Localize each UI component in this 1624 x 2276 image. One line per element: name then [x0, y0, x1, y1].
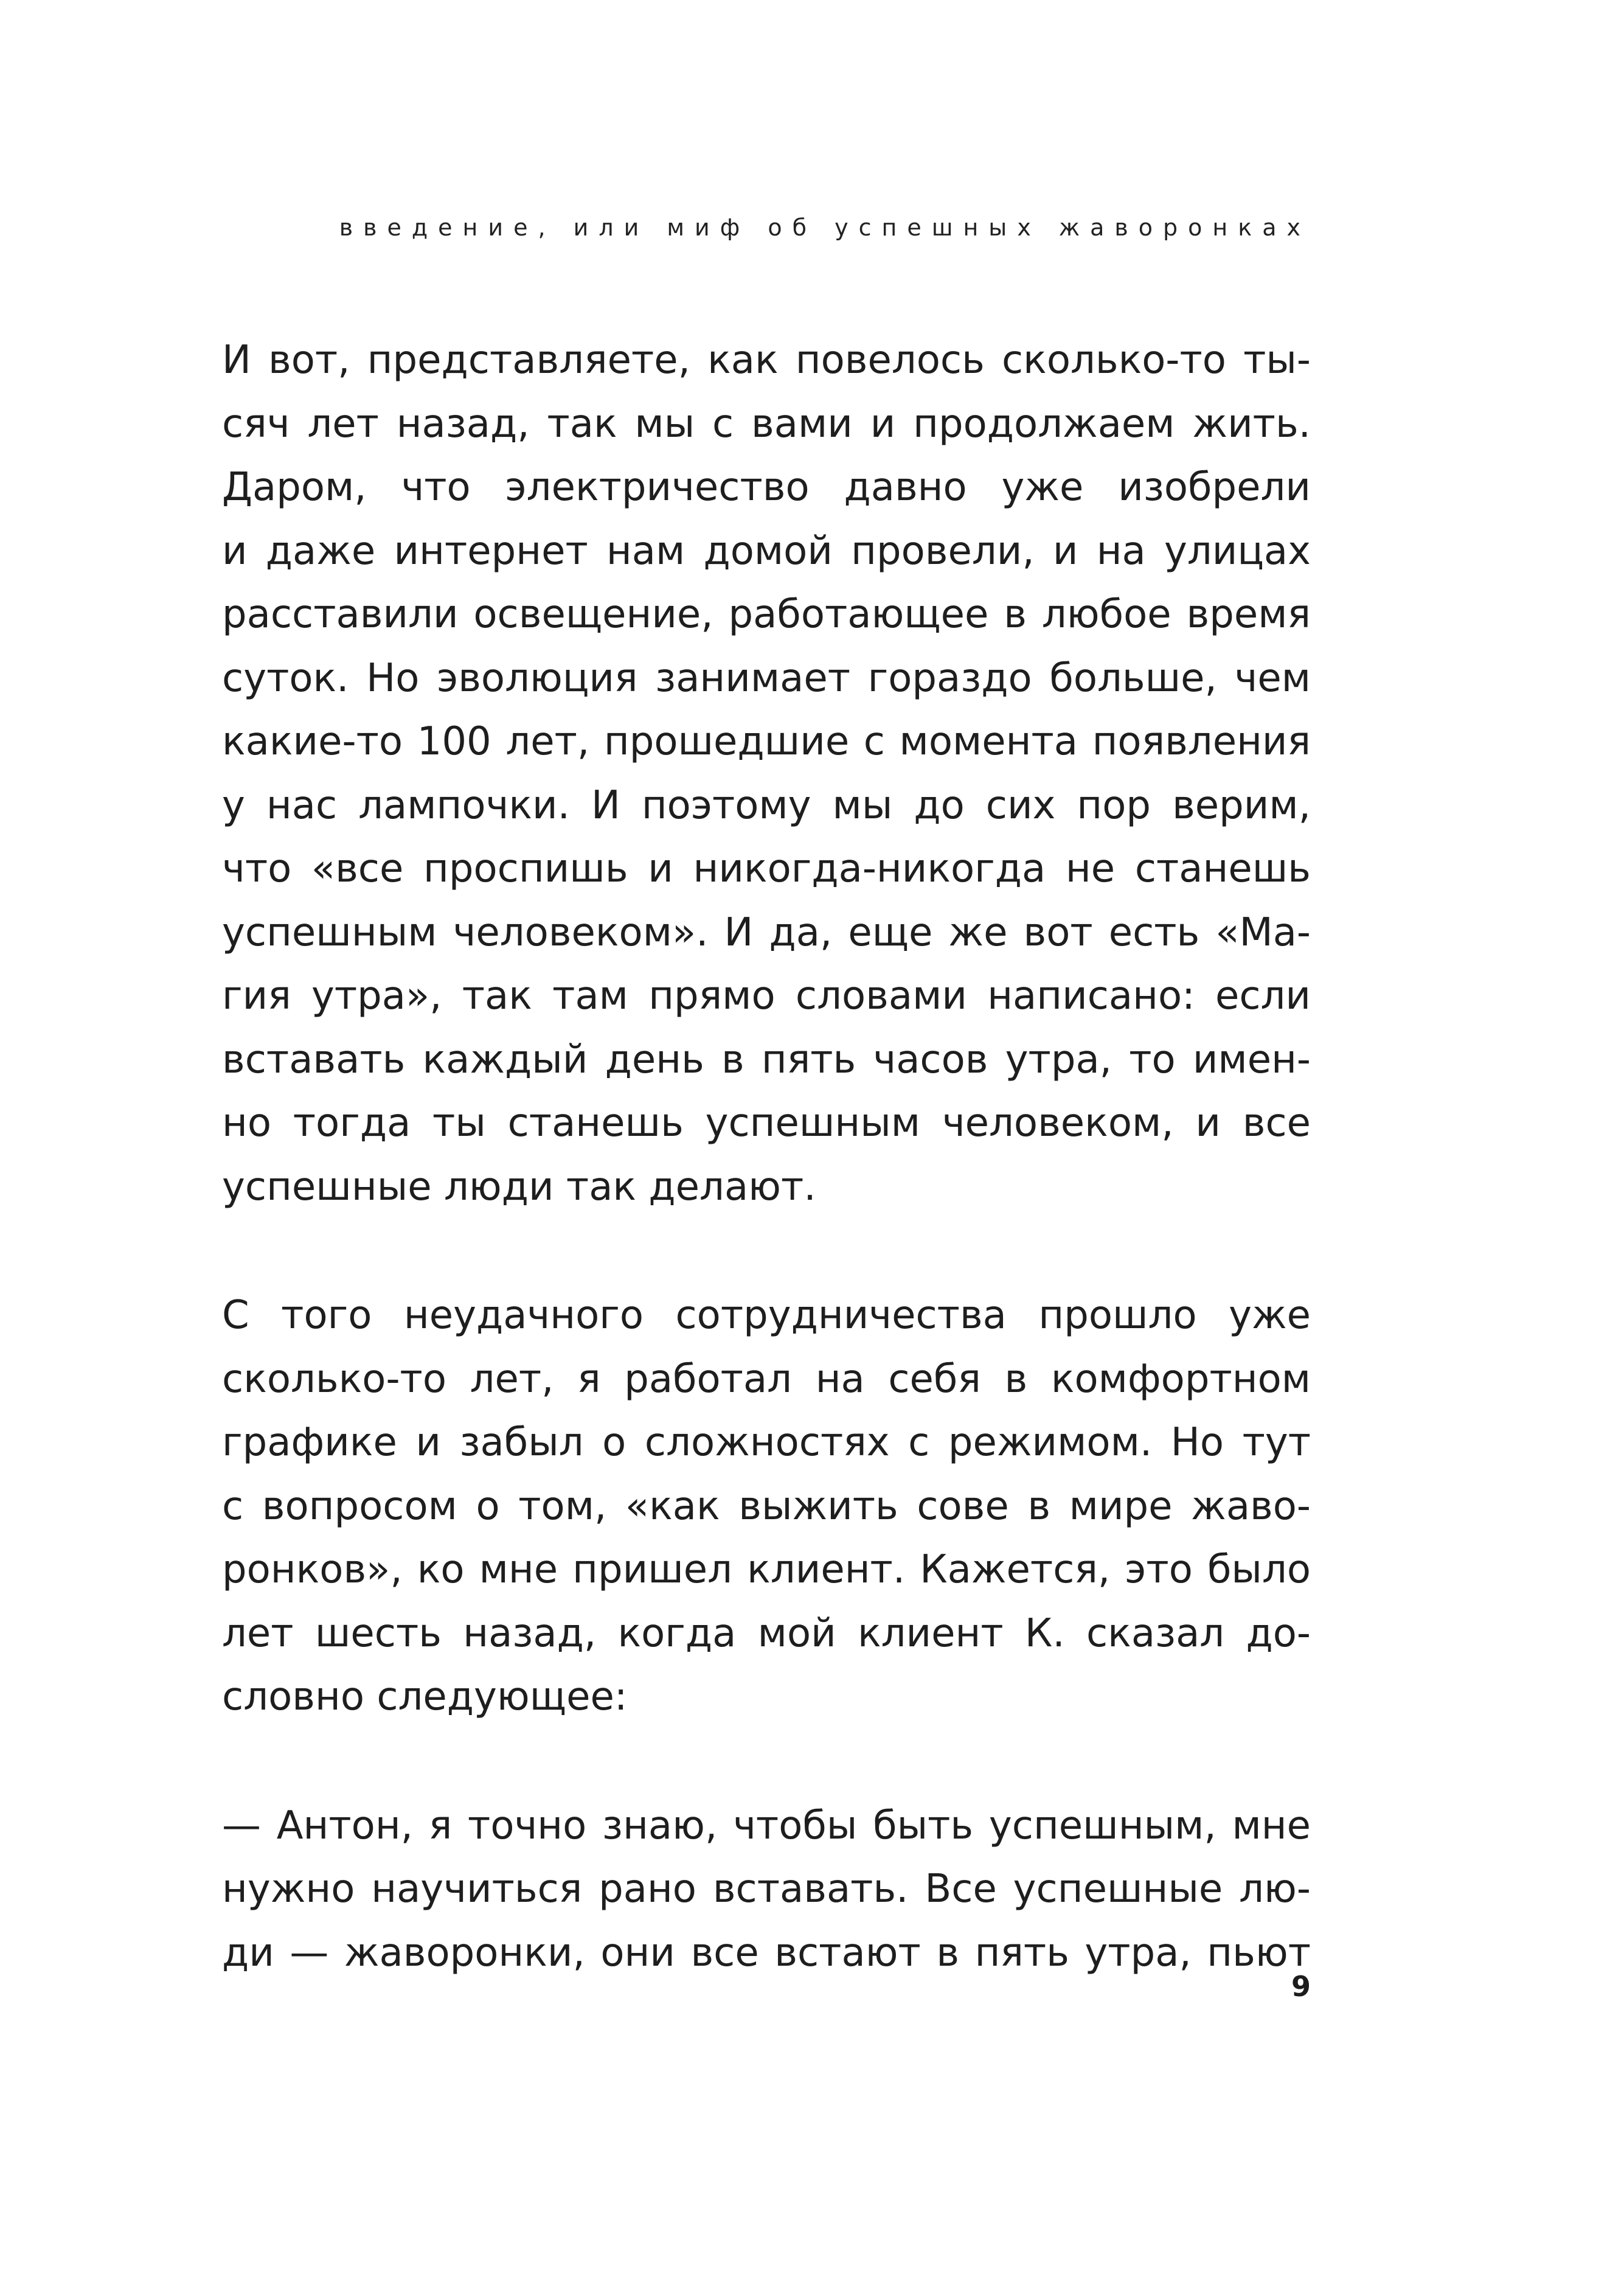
paragraph-3 [222, 1794, 1311, 1985]
page-body [222, 329, 1311, 1985]
text-line: что «все проспишь и никогда-никогда не станешь [222, 846, 1311, 891]
text-line: нужно научиться рано вставать. Все успешные лю- [222, 1867, 1311, 1912]
text-line: словно следующее: [222, 1674, 628, 1719]
text-line: гия утра», так там прямо словами написано: если [222, 973, 1311, 1018]
text-line: успешным человеком». И да, еще же вот есть «Ма- [222, 910, 1311, 955]
paragraph-gap [222, 1219, 1311, 1284]
text-line: сяч лет назад, так мы с вами и продолжаем жить. [222, 401, 1311, 447]
text-line: ронков», ко мне пришел клиент. Кажется, это было [222, 1547, 1311, 1592]
paragraph-gap [222, 1729, 1311, 1794]
text-line: вставать каждый день в пять часов утра, то имен- [222, 1037, 1311, 1082]
text-line: и даже интернет нам домой провели, и на улицах [222, 528, 1311, 574]
text-line: успешные люди так делают. [222, 1164, 816, 1209]
text-line: у нас лампочки. И поэтому мы до сих пор верим, [222, 782, 1311, 828]
text-line: И вот, представляете, как повелось сколько-то ты- [222, 338, 1311, 383]
text-line: графике и забыл о сложностях с режимом. Но тут [222, 1420, 1311, 1465]
text-line: но тогда ты станешь успешным человеком, и все [222, 1101, 1311, 1146]
text-line: ди — жаворонки, они все встают в пять утра, пьют [222, 1930, 1311, 1975]
text-line: суток. Но эволюция занимает гораздо больше, чем [222, 655, 1311, 701]
page-number: 9 [1291, 1970, 1311, 2003]
text-line: сколько-то лет, я работал на себя в комфортном [222, 1356, 1311, 1402]
text-line: лет шесть назад, когда мой клиент К. сказал до- [222, 1610, 1311, 1656]
text-line: какие-то 100 лет, прошедшие с момента появления [222, 719, 1311, 764]
paragraph-2 [222, 1284, 1311, 1729]
text-line: Даром, что электричество давно уже изобрели [222, 465, 1311, 510]
text-line: с вопросом о том, «как выжить сове в мире жаво- [222, 1483, 1311, 1529]
text-line: расставили освещение, работающее в любое время [222, 592, 1311, 637]
running-header: введение, или миф об успешных жаворонках [339, 214, 1311, 241]
paragraph-1 [222, 329, 1311, 1219]
text-line: С того неудачного сотрудничества прошло уже [222, 1293, 1311, 1338]
text-line: — Антон, я точно знаю, чтобы быть успешным, мне [222, 1803, 1311, 1848]
